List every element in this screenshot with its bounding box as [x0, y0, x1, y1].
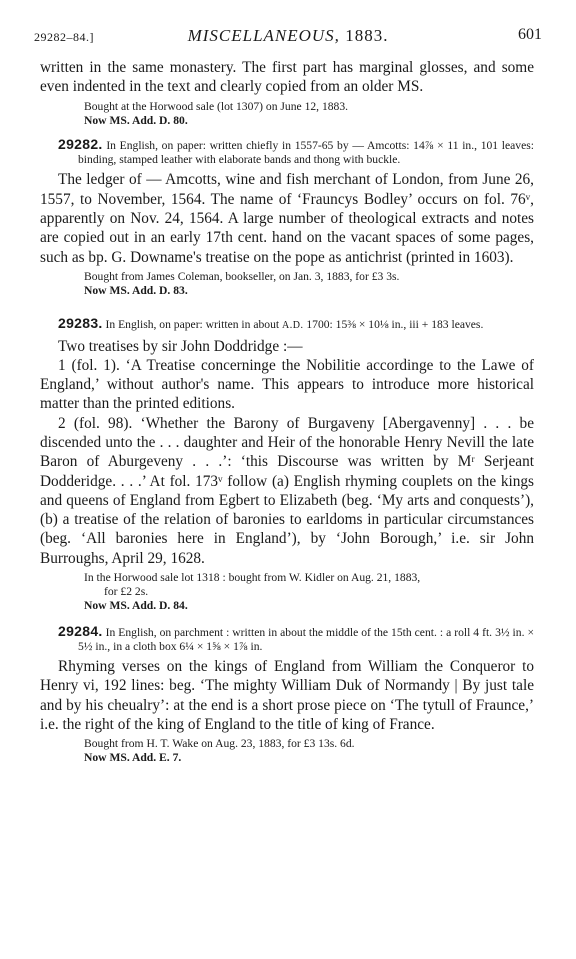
- entry-paragraph: Two treatises by sir John Doddridge :—: [58, 337, 303, 355]
- header-title: MISCELLANEOUS,: [187, 26, 340, 45]
- intro-paragraph: written in the same monastery. The first part has marginal glosses, and some even indented in the text and clearly copied from an older MS.: [40, 59, 534, 96]
- entry-29282: [40, 137, 534, 298]
- entry-description-text: In English, on paper: written in about: [105, 318, 280, 332]
- entry-paragraph: 2 (fol. 98). ‘Whether the Barony of Burgaveny [Abergavenny] . . . be discended unto the . . . daughter and Heir of the honorable Henry Nevill the late Baron of Aburgeveny . . .’: ‘this Discourse was written by Mʳ Serjeant Dodderidge. . . .’ At fol. 173ᵛ follow (a) English rhyming couplets on the kings and queens of England from Egbert to Elizabeth (beg. ‘My arts and conquests’), (b) a treatise of the relation of baronies to earldoms in particular circumstances (beg. ‘All baronies here in England’), by ‘John Borough,’ i.e. sir John Burroughs, April 29, 1628.: [40, 414, 534, 567]
- entry-paragraph: Rhyming verses on the kings of England from William the Conqueror to Henry vi, 192 lines: beg. ‘The mighty William Duk of Normandy | By just tale and by his cheualry’: at the end is a short prose piece on ‘The tytull of Fraunce,’ i.e. the right of the king of England to the title of king of France.: [40, 658, 534, 733]
- entry-description: [40, 316, 534, 333]
- entry-provenance: Bought from James Coleman, bookseller, on Jan. 3, 1883, for £3 3s.: [84, 269, 400, 283]
- entry-29284: [40, 624, 534, 766]
- header-range: 29282–84.]: [34, 30, 94, 44]
- entry-provenance: Bought from H. T. Wake on Aug. 23, 1883, for £3 13s. 6d.: [84, 737, 355, 751]
- entry-description-text: 1700: 15⅜ × 10⅛ in., iii + 183 leaves.: [306, 318, 484, 332]
- entry-shelfmark: Now MS. Add. D. 84.: [84, 599, 188, 613]
- entry-provenance-cont: for £2 2s.: [104, 585, 149, 599]
- intro-provenance: Bought at the Horwood sale (lot 1307) on June 12, 1883.: [84, 99, 349, 113]
- entry-paragraph: The ledger of — Amcotts, wine and fish merchant of London, from June 26, 1557, to November, 1564. The name of ‘Frauncys Bodley’ occurs on fol. 76ᵛ, apparently on Nov. 24, 1564. A large number of theological extracts and notes are copied out in an early 17th cent. hand on the vacant spaces of some pages, such as bp. G. Downame's treatise on the pope as antichrist (printed in 1603).: [40, 171, 534, 266]
- header-title-block: [34, 26, 542, 46]
- entry-description-ad: A.D.: [282, 320, 304, 332]
- page-body: [40, 58, 534, 766]
- entry-description: [40, 624, 534, 654]
- entry-number: 29282.: [58, 136, 103, 152]
- entry-shelfmark: Now MS. Add. D. 83.: [84, 284, 188, 298]
- page-number: 601: [518, 26, 542, 43]
- header-year: 1883.: [345, 26, 389, 45]
- entry-shelfmark: Now MS. Add. E. 7.: [84, 751, 182, 765]
- entry-29283: [40, 316, 534, 613]
- running-header: [34, 26, 542, 46]
- intro-shelfmark: Now MS. Add. D. 80.: [84, 113, 188, 127]
- entry-number: 29284.: [58, 622, 103, 639]
- entry-description: [40, 137, 534, 167]
- entry-paragraph: 1 (fol. 1). ‘A Treatise concerninge the Nobilitie accordinge to the Lawe of England,’ without author's name. This appears to introduce more historical matter than the printed editions.: [40, 356, 534, 413]
- entry-provenance: In the Horwood sale lot 1318 : bought from W. Kidler on Aug. 21, 1883,: [84, 571, 421, 585]
- entry-description-text: In English, on paper: written chiefly in 1557-65 by — Amcotts: 14⅞ × 11 in., 101 leaves: binding, stamped leather with elaborate bands and thong with buckle.: [78, 139, 534, 167]
- entry-description-text: In English, on parchment : written in about the middle of the 15th cent. : a roll 4 ft. 3½ in. × 5½ in., in a cloth box 6¼ × 1⅝ × 1⅞ in.: [78, 625, 534, 653]
- entry-number: 29283.: [58, 315, 103, 332]
